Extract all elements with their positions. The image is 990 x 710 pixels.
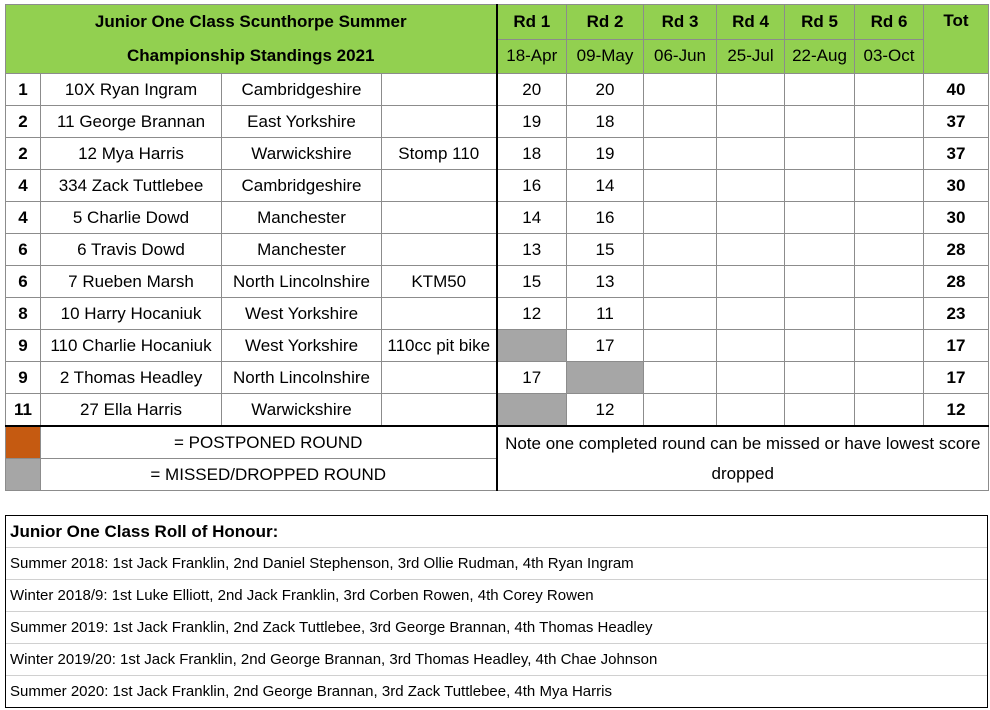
bike-cell	[382, 234, 497, 266]
round-1-missed-cell	[497, 330, 567, 362]
round-4-header: Rd 4	[717, 5, 785, 40]
round-4-score	[717, 106, 785, 138]
page-title	[6, 5, 497, 74]
county-cell: East Yorkshire	[222, 106, 382, 138]
round-6-score	[855, 330, 924, 362]
round-4-score	[717, 330, 785, 362]
round-2-score: 12	[567, 394, 644, 427]
rider-cell: 334 Zack Tuttlebee	[41, 170, 222, 202]
county-cell: Cambridgeshire	[222, 74, 382, 106]
bike-cell	[382, 394, 497, 427]
position-cell: 1	[6, 74, 41, 106]
round-2-score: 20	[567, 74, 644, 106]
position-cell: 4	[6, 202, 41, 234]
county-cell: Manchester	[222, 234, 382, 266]
round-5-score	[785, 106, 855, 138]
county-cell: West Yorkshire	[222, 330, 382, 362]
round-6-header: Rd 6	[855, 5, 924, 40]
round-4-score	[717, 362, 785, 394]
round-6-score	[855, 74, 924, 106]
round-1-score: 19	[497, 106, 567, 138]
total-cell: 17	[924, 330, 989, 362]
bike-cell	[382, 170, 497, 202]
honour-entry: Summer 2018: 1st Jack Franklin, 2nd Daniel Stephenson, 3rd Ollie Rudman, 4th Ryan Ingram	[6, 548, 987, 580]
rider-cell: 10 Harry Hocaniuk	[41, 298, 222, 330]
missed-legend-label: = MISSED/DROPPED ROUND	[41, 459, 497, 491]
round-5-score	[785, 170, 855, 202]
total-cell: 28	[924, 234, 989, 266]
title-line-2: Championship Standings 2021	[127, 46, 375, 65]
round-5-score	[785, 138, 855, 170]
county-cell: Cambridgeshire	[222, 170, 382, 202]
round-4-score	[717, 202, 785, 234]
table-row	[6, 106, 989, 138]
round-2-score: 15	[567, 234, 644, 266]
round-3-score	[644, 266, 717, 298]
total-cell: 30	[924, 202, 989, 234]
round-4-score	[717, 170, 785, 202]
position-cell: 6	[6, 266, 41, 298]
table-row	[6, 234, 989, 266]
round-4-score	[717, 234, 785, 266]
roll-of-honour-title: Junior One Class Roll of Honour:	[6, 516, 987, 548]
round-2-score: 13	[567, 266, 644, 298]
bike-cell	[382, 202, 497, 234]
position-cell: 2	[6, 106, 41, 138]
round-1-score: 12	[497, 298, 567, 330]
round-5-date: 22-Aug	[785, 39, 855, 74]
round-2-date: 09-May	[567, 39, 644, 74]
round-6-score	[855, 106, 924, 138]
round-6-score	[855, 362, 924, 394]
round-3-score	[644, 298, 717, 330]
round-2-score: 19	[567, 138, 644, 170]
round-4-score	[717, 266, 785, 298]
rider-cell: 110 Charlie Hocaniuk	[41, 330, 222, 362]
legend-row-postponed	[6, 426, 989, 459]
total-cell: 17	[924, 362, 989, 394]
total-cell: 37	[924, 106, 989, 138]
round-1-score: 13	[497, 234, 567, 266]
round-5-score	[785, 330, 855, 362]
honour-entry: Summer 2020: 1st Jack Franklin, 2nd George Brannan, 3rd Zack Tuttlebee, 4th Mya Harris	[10, 683, 612, 700]
table-row	[6, 170, 989, 202]
round-3-score	[644, 74, 717, 106]
bike-cell	[382, 362, 497, 394]
round-2-header: Rd 2	[567, 5, 644, 40]
round-2-score: 14	[567, 170, 644, 202]
round-5-score	[785, 298, 855, 330]
rider-cell: 7 Rueben Marsh	[41, 266, 222, 298]
bike-cell	[382, 74, 497, 106]
bike-cell: Stomp 110	[382, 138, 497, 170]
roll-of-honour	[5, 515, 988, 708]
table-row	[6, 74, 989, 106]
table-row	[6, 394, 989, 427]
round-6-score	[855, 394, 924, 427]
total-cell: 40	[924, 74, 989, 106]
round-1-header: Rd 1	[497, 5, 567, 40]
table-row	[6, 330, 989, 362]
round-2-score: 11	[567, 298, 644, 330]
table-row	[6, 362, 989, 394]
round-3-date: 06-Jun	[644, 39, 717, 74]
round-6-date: 03-Oct	[855, 39, 924, 74]
county-cell: Warwickshire	[222, 138, 382, 170]
total-cell: 28	[924, 266, 989, 298]
table-row	[6, 202, 989, 234]
round-3-score	[644, 106, 717, 138]
round-1-missed-cell	[497, 394, 567, 427]
postponed-swatch	[6, 426, 41, 459]
round-4-score	[717, 74, 785, 106]
position-cell: 9	[6, 362, 41, 394]
table-row	[6, 266, 989, 298]
rider-cell: 27 Ella Harris	[41, 394, 222, 427]
position-cell: 4	[6, 170, 41, 202]
round-3-score	[644, 362, 717, 394]
round-1-score: 20	[497, 74, 567, 106]
round-2-score: 18	[567, 106, 644, 138]
honour-entry: Winter 2018/9: 1st Luke Elliott, 2nd Jack Franklin, 3rd Corben Rowen, 4th Corey Rowen	[6, 580, 987, 612]
round-6-score	[855, 202, 924, 234]
postponed-legend-label: = POSTPONED ROUND	[41, 426, 497, 459]
round-5-score	[785, 234, 855, 266]
round-3-score	[644, 394, 717, 427]
round-6-score	[855, 266, 924, 298]
honour-entry: Winter 2019/20: 1st Jack Franklin, 2nd George Brannan, 3rd Thomas Headley, 4th Chae Johnson	[6, 644, 987, 676]
bike-cell: 110cc pit bike	[382, 330, 497, 362]
position-cell: 9	[6, 330, 41, 362]
county-cell: Warwickshire	[222, 394, 382, 427]
rider-cell: 6 Travis Dowd	[41, 234, 222, 266]
round-5-score	[785, 362, 855, 394]
round-1-score: 17	[497, 362, 567, 394]
round-1-score: 14	[497, 202, 567, 234]
county-cell: North Lincolnshire	[222, 266, 382, 298]
standings-table	[5, 4, 989, 491]
rider-cell: 2 Thomas Headley	[41, 362, 222, 394]
round-3-score	[644, 138, 717, 170]
round-6-score	[855, 170, 924, 202]
rider-cell: 5 Charlie Dowd	[41, 202, 222, 234]
position-cell: 6	[6, 234, 41, 266]
position-cell: 11	[6, 394, 41, 427]
round-6-score	[855, 298, 924, 330]
bike-cell	[382, 106, 497, 138]
round-4-score	[717, 138, 785, 170]
round-5-score	[785, 202, 855, 234]
note-text: Note one completed round can be missed or have lowest score dropped	[497, 426, 989, 491]
round-3-score	[644, 234, 717, 266]
table-row	[6, 138, 989, 170]
round-2-score: 16	[567, 202, 644, 234]
missed-swatch	[6, 459, 41, 491]
round-1-score: 16	[497, 170, 567, 202]
rider-cell: 11 George Brannan	[41, 106, 222, 138]
total-cell: 37	[924, 138, 989, 170]
county-cell: West Yorkshire	[222, 298, 382, 330]
round-3-header: Rd 3	[644, 5, 717, 40]
round-6-score	[855, 234, 924, 266]
total-cell: 12	[924, 394, 989, 427]
total-cell: 30	[924, 170, 989, 202]
round-6-score	[855, 138, 924, 170]
round-3-score	[644, 330, 717, 362]
round-5-score	[785, 74, 855, 106]
round-4-score	[717, 298, 785, 330]
total-cell: 23	[924, 298, 989, 330]
round-3-score	[644, 170, 717, 202]
position-cell: 8	[6, 298, 41, 330]
round-1-score: 18	[497, 138, 567, 170]
title-line-1: Junior One Class Scunthorpe Summer	[94, 12, 407, 31]
round-1-score: 15	[497, 266, 567, 298]
round-1-date: 18-Apr	[497, 39, 567, 74]
bike-cell: KTM50	[382, 266, 497, 298]
bike-cell	[382, 298, 497, 330]
county-cell: North Lincolnshire	[222, 362, 382, 394]
round-4-date: 25-Jul	[717, 39, 785, 74]
round-2-missed-cell	[567, 362, 644, 394]
round-2-score: 17	[567, 330, 644, 362]
rider-cell: 12 Mya Harris	[41, 138, 222, 170]
table-row	[6, 298, 989, 330]
round-4-score	[717, 394, 785, 427]
round-3-score	[644, 202, 717, 234]
position-cell: 2	[6, 138, 41, 170]
total-header: Tot	[924, 5, 989, 74]
rider-cell: 10X Ryan Ingram	[41, 74, 222, 106]
round-5-header: Rd 5	[785, 5, 855, 40]
round-5-score	[785, 266, 855, 298]
round-5-score	[785, 394, 855, 427]
county-cell: Manchester	[222, 202, 382, 234]
honour-entry: Summer 2019: 1st Jack Franklin, 2nd Zack Tuttlebee, 3rd George Brannan, 4th Thomas Headley	[6, 612, 987, 644]
